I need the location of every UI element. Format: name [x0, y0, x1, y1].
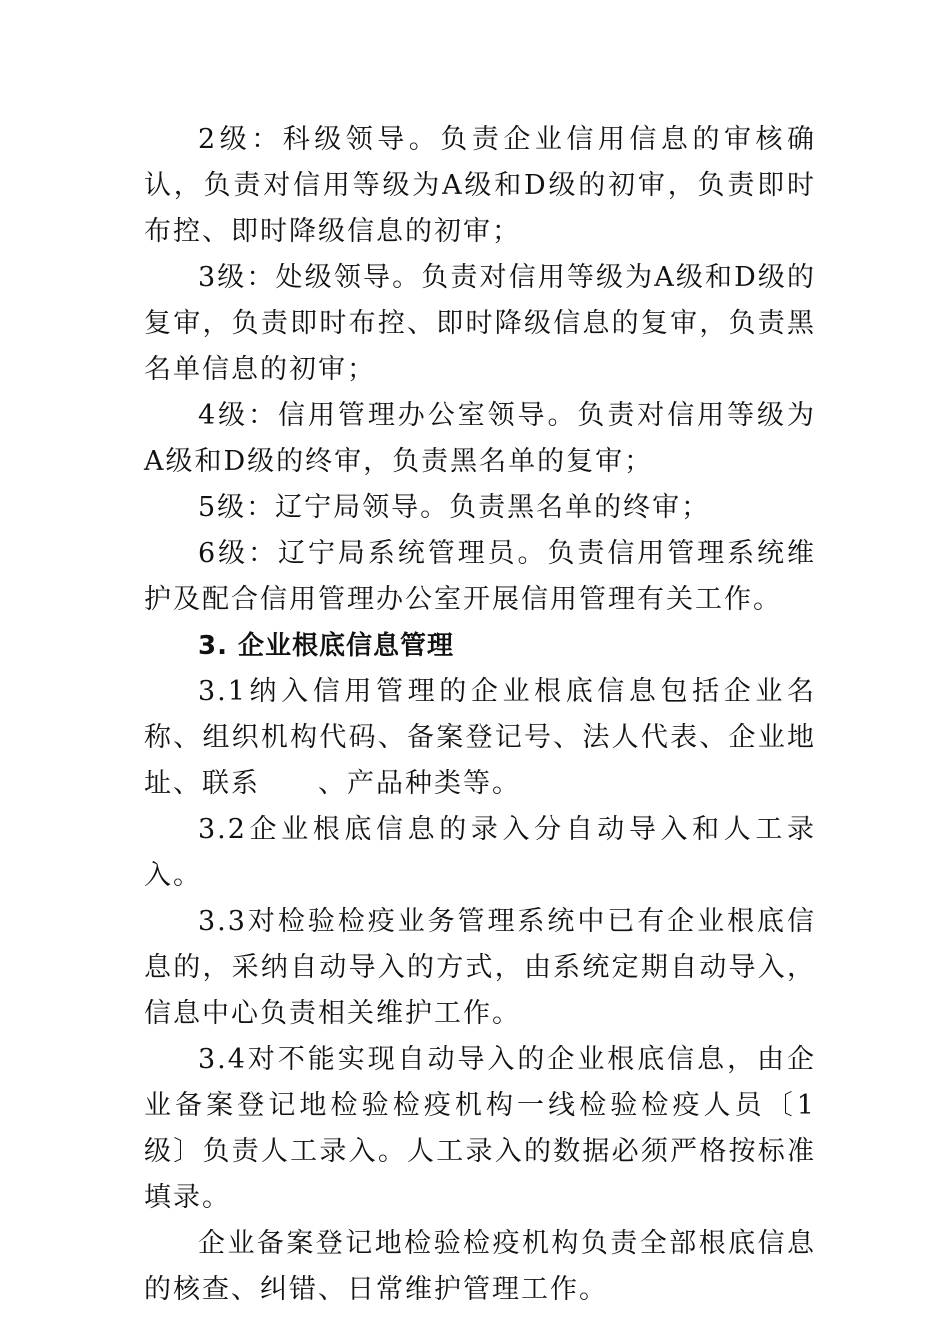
paragraph-3-2: 3.2企业根底信息的录入分自动导入和人工录入。	[144, 814, 816, 891]
paragraph-3-4: 3.4对不能实现自动导入的企业根底信息，由企业备案登记地检验检疫机构一线检验检疫人员〔1级〕负责人工录入。人工录入的数据必须严格按标准填录。	[144, 1044, 816, 1213]
paragraph-level-3: 3级：处级领导。负责对信用等级为A级和D级的复审，负责即时布控、即时降级信息的复审，负责黑名单信息的初审；	[144, 262, 816, 385]
document-body	[144, 117, 816, 1313]
paragraph-level-5: 5级：辽宁局领导。负责黑名单的终审；	[198, 492, 711, 523]
section-heading: 3. 企业根底信息管理	[198, 631, 455, 661]
paragraph-level-2: 2级：科级领导。负责企业信用信息的审核确认，负责对信用等级为A级和D级的初审，负责即时布控、即时降级信息的初审；	[144, 124, 816, 247]
paragraph-level-6: 6级：辽宁局系统管理员。负责信用管理系统维护及配合信用管理办公室开展信用管理有关工作。	[144, 538, 816, 615]
paragraph-3-3: 3.3对检验检疫业务管理系统中已有企业根底信息的，采纳自动导入的方式，由系统定期自动导入，信息中心负责相关维护工作。	[144, 906, 816, 1029]
paragraph-3-5: 企业备案登记地检验检疫机构负责全部根底信息的核查、纠错、日常维护管理工作。	[144, 1228, 816, 1305]
paragraph-3-1: 3.1纳入信用管理的企业根底信息包括企业名称、组织机构代码、备案登记号、法人代表、企业地址、联系 、产品种类等。	[144, 676, 816, 799]
paragraph-level-4: 4级：信用管理办公室领导。负责对信用等级为A级和D级的终审，负责黑名单的复审；	[144, 400, 816, 477]
